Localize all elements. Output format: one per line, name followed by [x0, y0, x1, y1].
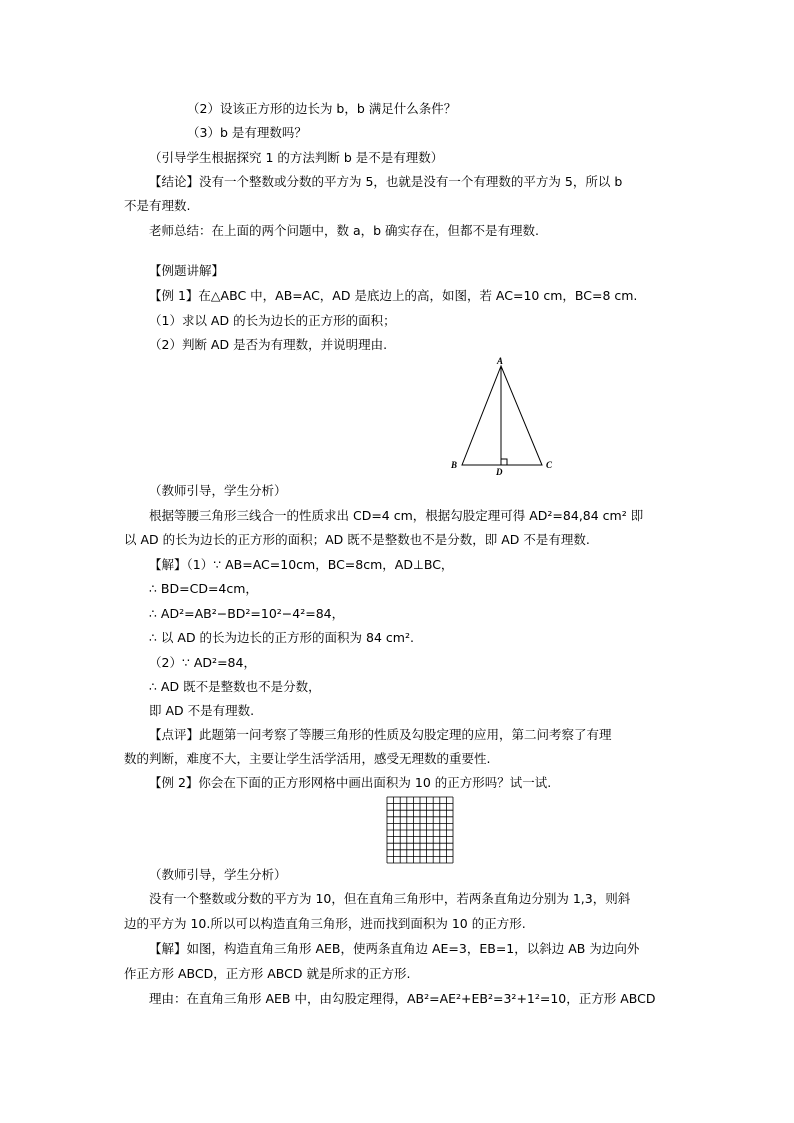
text-line: ∴ AD 既不是整数也不是分数， — [149, 679, 321, 694]
text-line: （教师引导，学生分析） — [149, 483, 287, 498]
text-line: ∴ 以 AD 的长为边长的正方形的面积为 84 cm². — [149, 630, 414, 645]
vertex-label-b: B — [451, 460, 458, 470]
text-line: （2）∵ AD²=84， — [149, 655, 256, 670]
triangle-abc — [462, 366, 542, 465]
text-line: 【解】（1）∵ AB=AC=10cm，BC=8cm，AD⊥BC， — [149, 557, 454, 572]
vertex-label-d: D — [496, 467, 503, 476]
text-line: 理由：在直角三角形 AEB 中，由勾股定理得，AB²=AE²+EB²=3²+1²=10，正方形 ABCD — [149, 991, 656, 1006]
text-line: （引导学生根据探究 1 的方法判断 b 是不是有理数） — [149, 150, 444, 165]
vertex-label-a: A — [497, 356, 504, 366]
text-line: （2）设该正方形的边长为 b，b 满足什么条件？ — [187, 101, 457, 116]
text-line: （2）判断 AD 是否为有理数，并说明理由. — [149, 337, 388, 352]
text-line: 作正方形 ABCD，正方形 ABCD 就是所求的正方形. — [124, 966, 411, 981]
vertex-label-c: C — [546, 460, 553, 470]
text-line: 【点评】此题第一问考察了等腰三角形的性质及勾股定理的应用，第二问考察了有理 — [149, 727, 612, 742]
square-grid — [386, 796, 456, 866]
text-line: （教师引导，学生分析） — [149, 867, 287, 882]
text-line: 不是有理数. — [124, 198, 191, 213]
text-line: ∴ BD=CD=4cm， — [149, 581, 258, 596]
text-line: 没有一个整数或分数的平方为 10，但在直角三角形中，若两条直角边分别为 1,3，则斜 — [149, 891, 631, 906]
text-line: 以 AD 的长为边长的正方形的面积；AD 既不是整数也不是分数，即 AD 不是有理数. — [124, 532, 590, 547]
right-angle-mark — [501, 459, 507, 465]
text-line: 【例 2】你会在下面的正方形网格中画出面积为 10 的正方形吗？试一试. — [149, 775, 552, 790]
text-line: 【结论】没有一个整数或分数的平方为 5，也就是没有一个有理数的平方为 5，所以 b — [149, 174, 623, 189]
triangle-figure — [445, 356, 565, 476]
text-line: 边的平方为 10.所以可以构造直角三角形，进而找到面积为 10 的正方形. — [124, 916, 526, 931]
text-line: 数的判断，难度不大，主要让学生活学活用，感受无理数的重要性. — [124, 751, 491, 766]
text-line: （3）b 是有理数吗？ — [187, 125, 307, 140]
section-heading: 【例题讲解】 — [149, 263, 225, 278]
text-line: 【解】如图，构造直角三角形 AEB，使两条直角边 AE=3，EB=1，以斜边 AB 为边向外 — [149, 941, 640, 956]
text-line: ∴ AD²=AB²−BD²=10²−4²=84， — [149, 606, 345, 621]
text-line: 根据等腰三角形三线合一的性质求出 CD=4 cm，根据勾股定理可得 AD²=84,84 cm² 即 — [149, 508, 644, 523]
text-line: 老师总结：在上面的两个问题中，数 a，b 确实存在，但都不是有理数. — [149, 223, 540, 238]
text-line: 即 AD 不是有理数. — [149, 703, 255, 718]
text-line: （1）求以 AD 的长为边长的正方形的面积； — [149, 313, 396, 328]
text-line: 【例 1】在△ABC 中，AB=AC，AD 是底边上的高，如图，若 AC=10 cm，BC=8 cm. — [149, 288, 638, 303]
